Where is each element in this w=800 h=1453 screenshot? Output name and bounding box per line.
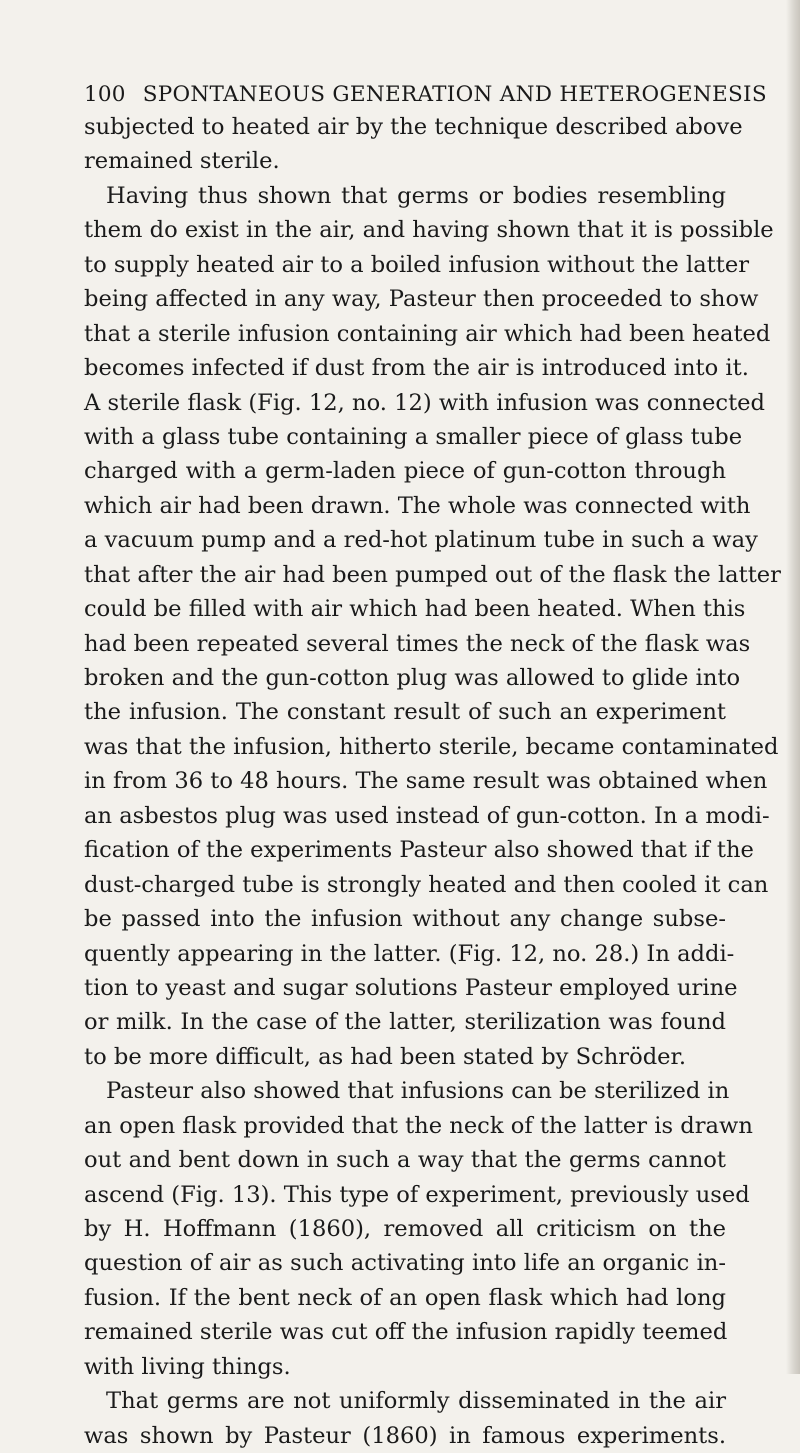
text-line: a vacuum pump and a red-hot platinum tube in such a way: [84, 527, 758, 554]
page-number: 100: [84, 82, 126, 107]
text-line: or milk. In the case of the latter, sterilization was found: [84, 1009, 726, 1036]
text-line: fusion. If the bent neck of an open flask which had long: [84, 1284, 726, 1311]
text-line: charged with a germ-laden piece of gun-cotton through: [84, 458, 726, 485]
text-line: was that the infusion, hitherto sterile, became contaminated: [84, 733, 779, 760]
text-line: the infusion. The constant result of such an experiment: [84, 699, 726, 726]
text-line: an open flask provided that the neck of the latter is drawn: [84, 1112, 753, 1139]
text-line: quently appearing in the latter. (Fig. 12, no. 28.) In addi-: [84, 940, 735, 967]
text-line: A sterile flask (Fig. 12, no. 12) with infusion was connected: [84, 389, 765, 416]
text-line: be passed into the infusion without any change subse-: [84, 906, 726, 933]
text-line: subjected to heated air by the technique described above: [84, 114, 743, 140]
text-line: Pasteur also showed that infusions can be sterilized in: [106, 1078, 730, 1105]
text-line: that after the air had been pumped out of the flask the latter: [84, 561, 781, 588]
text-line: dust-charged tube is strongly heated and then cooled it can: [84, 871, 769, 898]
text-line: by H. Hoffmann (1860), removed all criticism on the: [84, 1216, 726, 1242]
text-line: remained sterile was cut off the infusion rapidly teemed: [84, 1319, 728, 1346]
text-line: to be more difficult, as had been stated by Schröder.: [84, 1043, 687, 1070]
text-line: broken and the gun-cotton plug was allowed to glide into: [84, 665, 741, 691]
text-line: to supply heated air to a boiled infusion without the latter: [84, 251, 749, 278]
text-line: with a glass tube containing a smaller piece of glass tube: [84, 423, 743, 450]
text-line: tion to yeast and sugar solutions Pasteur employed urine: [84, 974, 738, 1001]
body-text: [84, 110, 781, 1453]
text-line: them do exist in the air, and having shown that it is possible: [84, 217, 774, 244]
text-line: being affected in any way, Pasteur then proceeded to show: [84, 286, 759, 313]
text-line: which air had been drawn. The whole was connected with: [84, 492, 751, 519]
text-line: question of air as such activating into life an organic in-: [84, 1250, 726, 1277]
text-line: remained sterile.: [84, 148, 280, 175]
running-head: [84, 81, 767, 109]
text-line: That germs are not uniformly disseminated in the air: [106, 1388, 726, 1415]
running-title: SPONTANEOUS GENERATION AND HETEROGENESIS: [142, 82, 767, 107]
text-line: becomes infected if dust from the air is introduced into it.: [84, 355, 749, 382]
text-line: fication of the experiments Pasteur also showed that if the: [84, 837, 754, 864]
text-line: out and bent down in such a way that the germs cannot: [84, 1147, 726, 1174]
text-line: in from 36 to 48 hours. The same result was obtained when: [84, 768, 768, 795]
text-line: ascend (Fig. 13). This type of experiment, previously used: [84, 1181, 750, 1208]
text-line: was shown by Pasteur (1860) in famous experiments.: [84, 1422, 726, 1449]
text-line: that a sterile infusion containing air which had been heated: [84, 320, 771, 347]
text-line: an asbestos plug was used instead of gun-cotton. In a modi-: [84, 802, 770, 829]
text-line: could be filled with air which had been heated. When this: [84, 596, 746, 623]
text-line: Having thus shown that germs or bodies resembling: [106, 182, 726, 209]
text-line: with living things.: [84, 1353, 291, 1380]
text-line: had been repeated several times the neck of the flask was: [84, 630, 751, 657]
